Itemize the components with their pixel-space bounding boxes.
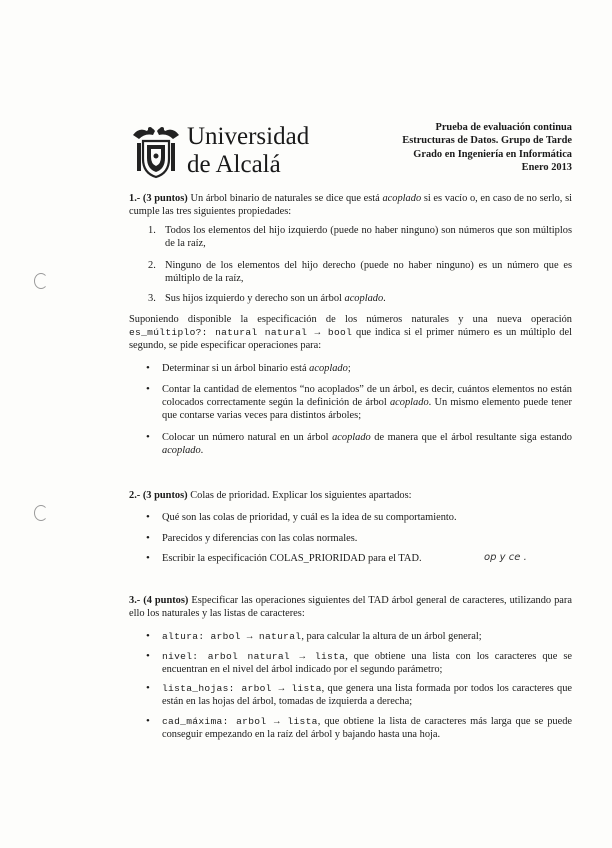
bullet-icon: • [146, 362, 150, 374]
q1-task-2 [146, 383, 572, 422]
property-text-a: Sus hijos izquierdo y derecho son un árbol [165, 293, 345, 304]
task-text [162, 383, 572, 422]
bullet-icon: • [146, 431, 150, 443]
punch-hole [34, 505, 48, 521]
task-text-c: . [200, 445, 204, 456]
operation-signature: cad_máxima: arbol → lista [162, 716, 318, 727]
task-emphasis-2: acoplado [162, 445, 201, 456]
paragraph-text-end: que indica si el primer número es un múltiplo del segundo, se pide especificar operaciones para: [129, 327, 572, 351]
punch-hole [34, 273, 48, 289]
property-emphasis: acoplado [344, 293, 384, 304]
exam-date: Enero 2013 [521, 162, 572, 174]
q2-number: 2.- (3 puntos) [129, 490, 188, 501]
task-text-b: ; [347, 363, 351, 374]
exam-header [352, 121, 572, 175]
q1-property-3 [148, 292, 572, 305]
task-text: Qué son las colas de prioridad, y cuál es la idea de su comportamiento. [162, 512, 457, 523]
q1-property-2 [148, 259, 572, 285]
university-crest-icon [129, 121, 183, 179]
university-name-line2: de Alcalá [187, 151, 281, 178]
bullet-icon: • [146, 630, 150, 642]
q1-paragraph-2 [129, 313, 572, 352]
task-text-a: Colocar un número natural en un árbol [162, 432, 333, 443]
property-text-b: . [383, 293, 386, 304]
q3-operation-4 [146, 715, 572, 741]
q1-intro-text: Un árbol binario de naturales se dice que está [187, 193, 383, 204]
property-text: Todos los elementos del hijo izquierdo (puede no haber ninguno) son números que son múltiplos de la raíz, [165, 225, 572, 249]
operation-signature: es_múltiplo?: natural natural → bool [129, 327, 353, 338]
operation-signature: lista_hojas: arbol → lista [162, 683, 322, 694]
q3-intro [129, 594, 572, 620]
property-text: Ninguno de los elementos del hijo derecho (puede no haber ninguno) es un número que es múltiplo de la raíz, [165, 260, 572, 284]
bullet-icon: • [146, 383, 150, 395]
operation-signature: altura: arbol → natural [162, 631, 302, 642]
q1-intro-emphasis: acoplado [382, 193, 422, 204]
task-text [162, 431, 572, 457]
q2-intro-text: Colas de prioridad. Explicar los siguientes apartados: [187, 490, 412, 501]
bullet-icon: • [146, 511, 150, 523]
q1-number: 1.- (3 puntos) [129, 193, 188, 204]
q3-operation-2 [146, 650, 572, 676]
property-text [165, 292, 572, 305]
operation-description: , que obtiene una lista con los caracteres que se encuentran en el nivel del árbol indicado por el segundo parámetro; [162, 651, 572, 675]
q3-operation-1 [146, 630, 572, 643]
handwritten-note: op y ce . [484, 552, 527, 563]
university-logo [129, 121, 331, 181]
operation-text [162, 630, 572, 643]
exam-title: Prueba de evaluación continua [435, 122, 572, 133]
bullet-icon: • [146, 650, 150, 662]
q3-operation-3 [146, 682, 572, 708]
operation-signature: nivel: arbol natural → lista [162, 651, 346, 662]
task-text [162, 362, 572, 375]
task-text: Escribir la especificación COLAS_PRIORIDAD para el TAD. [162, 553, 422, 564]
bullet-icon: • [146, 715, 150, 727]
q1-task-3 [146, 431, 572, 457]
q2-task-1 [146, 511, 572, 524]
course-name: Estructuras de Datos. Grupo de Tarde [402, 135, 572, 147]
task-text-a: Contar la cantidad de elementos “no acoplados” de un árbol, es decir, cuántos elementos no están colocados correctamente según la definición de árbol [162, 384, 572, 408]
operation-description: , que obtiene la lista de caracteres más larga que se puede conseguir empezando en la raíz del árbol y bajando hasta una hoja. [162, 716, 573, 740]
list-number: 3. [148, 293, 156, 304]
operation-text [162, 715, 572, 741]
task-text: Parecidos y diferencias con las colas normales. [162, 533, 358, 544]
task-emphasis: acoplado [309, 363, 348, 374]
task-emphasis: acoplado [389, 397, 429, 408]
paragraph-text: Suponiendo disponible la especificación de los números naturales y una nueva operación [129, 314, 572, 325]
operation-text [162, 682, 572, 708]
university-name-line1: Universidad [187, 123, 310, 150]
bullet-icon: • [146, 682, 150, 694]
task-text-a: Determinar si un árbol binario está [162, 363, 310, 374]
list-number: 1. [148, 225, 156, 236]
q2-task-2 [146, 532, 572, 545]
q3-intro-text: Especificar las operaciones siguientes del TAD árbol general de caracteres, utilizando para ello los naturales y las listas de caracteres: [129, 595, 572, 619]
operation-text [162, 650, 572, 676]
q1-intro [129, 192, 572, 218]
task-emphasis: acoplado [332, 432, 371, 443]
q1-task-1 [146, 362, 572, 375]
q2-intro [129, 489, 572, 502]
q1-intro-text-end: si es vacío o, en caso de no serlo, si cumple las tres siguientes propiedades: [129, 193, 572, 217]
task-text-b: de manera que el árbol resultante siga estando [370, 432, 572, 443]
operation-description: , que genera una lista formada por todos los caracteres que están en las hojas del árbol, tomadas de izquierda a derecha; [162, 683, 572, 707]
list-number: 2. [148, 260, 156, 271]
operation-description: , para calcular la altura de un árbol general; [301, 631, 482, 642]
bullet-icon: • [146, 552, 150, 564]
q3-number: 3.- (4 puntos) [129, 595, 189, 606]
task-text-b: . Un mismo elemento puede tener que contarse varias veces para distintos árboles; [162, 397, 572, 421]
bullet-icon: • [146, 532, 150, 544]
q1-property-1 [148, 224, 572, 250]
degree-name: Grado en Ingeniería en Informática [413, 148, 572, 160]
